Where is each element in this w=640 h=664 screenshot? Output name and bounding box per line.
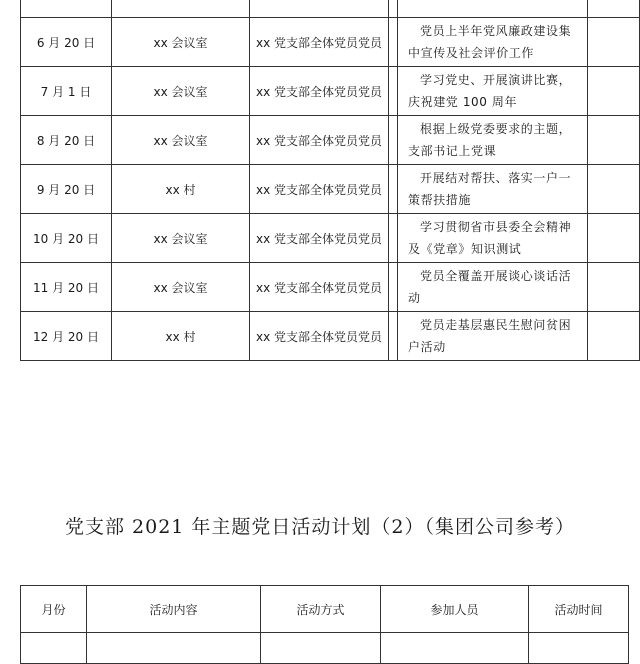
extra-cell	[588, 312, 640, 361]
content-cell-text: 学习党史、开展演讲比赛，庆祝建党 100 周年	[408, 73, 572, 109]
location-cell	[112, 312, 250, 361]
content-cell-text: 开展结对帮扶、落实一户一策帮扶措施	[408, 171, 572, 207]
content-cell-text: 党员上半年党风廉政建设集中宣传及社会评价工作	[408, 24, 572, 60]
content-cell	[398, 312, 588, 361]
participants-cell-text: xx 党支部全体党员党员	[255, 35, 383, 50]
table-row	[21, 18, 640, 67]
schedule-table	[20, 0, 640, 361]
content-cell	[398, 165, 588, 214]
participants-cell	[250, 312, 389, 361]
content-cell-text: 党员全覆盖开展谈心谈话活动	[408, 269, 572, 305]
participants-cell	[250, 0, 389, 18]
table-cell	[21, 633, 87, 664]
location-cell-text: xx 会议室	[153, 35, 208, 50]
extra-cell	[588, 165, 640, 214]
date-cell-text: 11 月 20 日	[33, 280, 99, 295]
participants-cell-text: xx 党支部全体党员党员	[255, 329, 383, 344]
table-row	[21, 165, 640, 214]
table-row	[21, 263, 640, 312]
location-cell	[112, 214, 250, 263]
location-cell-text: xx 村	[165, 329, 196, 344]
location-cell-text: xx 会议室	[153, 231, 208, 246]
participants-cell	[250, 67, 389, 116]
date-cell	[21, 214, 112, 263]
spacer-cell	[389, 165, 398, 214]
location-cell-text: xx 会议室	[153, 280, 208, 295]
content-cell	[398, 214, 588, 263]
table-header-row	[21, 586, 629, 633]
location-cell-text: xx 会议室	[153, 84, 208, 99]
location-cell	[112, 116, 250, 165]
participants-cell-text: xx 党支部全体党员党员	[255, 182, 383, 197]
table-row	[21, 214, 640, 263]
participants-cell-text: xx 党支部全体党员党员	[255, 231, 383, 246]
date-cell-text: 12 月 20 日	[33, 329, 99, 344]
date-cell	[21, 263, 112, 312]
section-title: 党支部 2021 年主题党日活动计划（2）（集团公司参考）	[64, 516, 576, 538]
date-cell	[21, 0, 112, 18]
date-cell	[21, 312, 112, 361]
date-cell-text: 7 月 1 日	[40, 84, 92, 99]
date-cell-text: 10 月 20 日	[33, 231, 99, 246]
participants-cell	[250, 214, 389, 263]
extra-cell	[588, 263, 640, 312]
content-cell	[398, 263, 588, 312]
participants-cell-text: xx 党支部全体党员党员	[255, 84, 383, 99]
header-activity-time: 活动时间	[529, 586, 629, 633]
location-cell	[112, 67, 250, 116]
extra-cell	[588, 67, 640, 116]
content-cell-text: 学习贯彻省市县委全会精神及《党章》知识测试	[408, 220, 572, 256]
table-cell	[381, 633, 529, 664]
date-cell-text: 6 月 20 日	[36, 35, 96, 50]
spacer-cell	[389, 67, 398, 116]
extra-cell	[588, 18, 640, 67]
participants-cell	[250, 116, 389, 165]
table-cell	[261, 633, 381, 664]
spacer-cell	[389, 312, 398, 361]
header-activity-method: 活动方式	[261, 586, 381, 633]
date-cell-text: 9 月 20 日	[36, 182, 96, 197]
location-cell-text: xx 会议室	[153, 133, 208, 148]
participants-cell-text: xx 党支部全体党员党员	[255, 133, 383, 148]
table-row	[21, 633, 629, 664]
location-cell	[112, 263, 250, 312]
table-row	[21, 67, 640, 116]
spacer-cell	[389, 263, 398, 312]
spacer-cell	[389, 116, 398, 165]
date-cell	[21, 116, 112, 165]
date-cell-text: 8 月 20 日	[36, 133, 96, 148]
table-cell	[529, 633, 629, 664]
content-cell	[398, 67, 588, 116]
location-cell	[112, 165, 250, 214]
header-month: 月份	[21, 586, 87, 633]
location-cell	[112, 0, 250, 18]
date-cell	[21, 67, 112, 116]
activity-plan-table	[20, 585, 629, 664]
header-participants: 参加人员	[381, 586, 529, 633]
location-cell	[112, 18, 250, 67]
extra-cell	[588, 116, 640, 165]
extra-cell	[588, 0, 640, 18]
date-cell	[21, 165, 112, 214]
content-cell	[398, 116, 588, 165]
date-cell	[21, 18, 112, 67]
participants-cell	[250, 165, 389, 214]
spacer-cell	[389, 18, 398, 67]
participants-cell	[250, 18, 389, 67]
header-activity-content: 活动内容	[87, 586, 261, 633]
content-cell	[398, 18, 588, 67]
table-row	[21, 0, 640, 18]
spacer-cell	[389, 214, 398, 263]
content-cell-text: 根据上级党委要求的主题，支部书记上党课	[408, 122, 572, 158]
extra-cell	[588, 214, 640, 263]
location-cell-text: xx 村	[165, 182, 196, 197]
participants-cell	[250, 263, 389, 312]
table-row	[21, 312, 640, 361]
table-cell	[87, 633, 261, 664]
participants-cell-text: xx 党支部全体党员党员	[255, 280, 383, 295]
content-cell-text: 党员走基层惠民生慰问贫困户活动	[408, 318, 572, 354]
content-cell	[398, 0, 588, 18]
spacer-cell	[389, 0, 398, 18]
table-row	[21, 116, 640, 165]
